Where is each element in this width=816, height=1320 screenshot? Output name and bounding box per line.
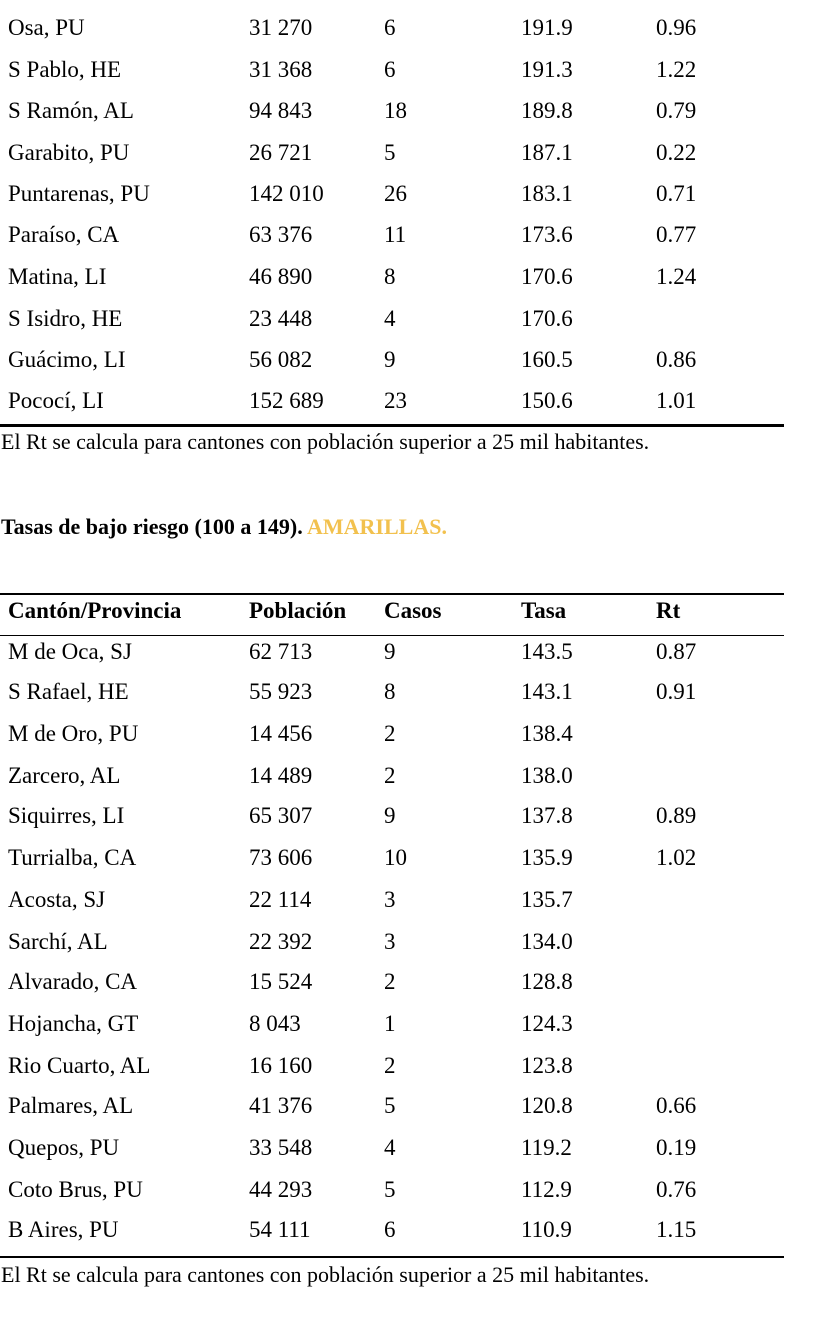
canton-cell: Osa, PU	[8, 15, 85, 40]
rt-cell: 0.91	[656, 679, 697, 704]
poblacion-cell: 14 456	[249, 721, 313, 746]
canton-cell: Sarchí, AL	[8, 929, 108, 954]
canton-cell: Acosta, SJ	[8, 887, 106, 912]
tasa-cell: 191.9	[521, 15, 573, 40]
table-row	[0, 1209, 784, 1251]
tasa-cell: 128.8	[521, 969, 573, 994]
poblacion-cell: 26 721	[249, 140, 313, 165]
casos-cell: 23	[384, 388, 407, 413]
casos-cell: 3	[384, 929, 396, 954]
casos-cell: 9	[384, 639, 396, 664]
tasa-cell: 143.5	[521, 639, 573, 664]
casos-cell: 2	[384, 1053, 396, 1078]
poblacion-cell: 16 160	[249, 1053, 313, 1078]
column-header-poblacion: Población	[249, 598, 347, 623]
table-row	[0, 1045, 784, 1087]
table-row	[0, 713, 784, 755]
casos-cell: 8	[384, 264, 396, 289]
casos-cell: 4	[384, 306, 396, 331]
canton-cell: Rio Cuarto, AL	[8, 1053, 151, 1078]
canton-cell: S Ramón, AL	[8, 98, 134, 123]
poblacion-cell: 55 923	[249, 679, 313, 704]
table-footnote: El Rt se calcula para cantones con población superior a 25 mil habitantes.	[1, 429, 650, 454]
casos-cell: 6	[384, 1217, 396, 1242]
table-row	[0, 879, 784, 921]
casos-cell: 2	[384, 763, 396, 788]
poblacion-cell: 22 114	[249, 887, 312, 912]
poblacion-cell: 15 524	[249, 969, 313, 994]
table-row	[0, 214, 784, 256]
table-footnote: El Rt se calcula para cantones con población superior a 25 mil habitantes.	[1, 1262, 650, 1287]
poblacion-cell: 31 368	[249, 57, 313, 82]
canton-cell: M de Oro, PU	[8, 721, 139, 746]
section-color-tag: AMARILLAS.	[307, 514, 447, 539]
casos-cell: 5	[384, 1177, 396, 1202]
canton-cell: Matina, LI	[8, 264, 107, 289]
poblacion-cell: 33 548	[249, 1135, 313, 1160]
canton-cell: Guácimo, LI	[8, 347, 126, 372]
tasa-cell: 138.4	[521, 721, 573, 746]
rt-cell: 1.15	[656, 1217, 697, 1242]
canton-cell: M de Oca, SJ	[8, 639, 132, 664]
section-heading	[1, 512, 447, 542]
poblacion-cell: 31 270	[249, 15, 313, 40]
column-header-tasa: Tasa	[521, 598, 567, 623]
table-row	[0, 961, 784, 1003]
table-row	[0, 1003, 784, 1045]
poblacion-cell: 63 376	[249, 222, 313, 247]
table-row	[0, 795, 784, 837]
tasa-cell: 123.8	[521, 1053, 573, 1078]
casos-cell: 4	[384, 1135, 396, 1160]
rt-cell: 1.02	[656, 845, 697, 870]
table-bottom-rule	[0, 1256, 784, 1258]
canton-cell: Quepos, PU	[8, 1135, 120, 1160]
tasa-cell: 138.0	[521, 763, 573, 788]
rt-cell: 0.79	[656, 98, 697, 123]
poblacion-cell: 94 843	[249, 98, 313, 123]
canton-cell: Pococí, LI	[8, 388, 104, 413]
canton-cell: Hojancha, GT	[8, 1011, 139, 1036]
poblacion-cell: 56 082	[249, 347, 313, 372]
rt-cell: 1.01	[656, 388, 697, 413]
poblacion-cell: 73 606	[249, 845, 313, 870]
canton-cell: Palmares, AL	[8, 1093, 134, 1118]
poblacion-cell: 142 010	[249, 181, 324, 206]
table-row	[0, 339, 784, 381]
tasa-cell: 183.1	[521, 181, 573, 206]
table-bottom-rule	[0, 424, 784, 427]
table-row	[0, 755, 784, 797]
table-row	[0, 837, 784, 879]
canton-cell: Siquirres, LI	[8, 803, 125, 828]
casos-cell: 9	[384, 347, 396, 372]
tasa-cell: 120.8	[521, 1093, 573, 1118]
table-row	[0, 1169, 784, 1211]
rt-cell: 0.71	[656, 181, 697, 206]
rt-cell: 0.87	[656, 639, 697, 664]
tasa-cell: 187.1	[521, 140, 573, 165]
tasa-cell: 160.5	[521, 347, 573, 372]
casos-cell: 6	[384, 15, 396, 40]
casos-cell: 10	[384, 845, 407, 870]
tasa-cell: 110.9	[521, 1217, 572, 1242]
canton-cell: Alvarado, CA	[8, 969, 138, 994]
poblacion-cell: 23 448	[249, 306, 313, 331]
casos-cell: 18	[384, 98, 407, 123]
tasa-cell: 173.6	[521, 222, 573, 247]
casos-cell: 6	[384, 57, 396, 82]
table-header-row	[0, 590, 784, 632]
casos-cell: 2	[384, 969, 396, 994]
tasa-cell: 134.0	[521, 929, 573, 954]
tasa-cell: 137.8	[521, 803, 573, 828]
canton-cell: Puntarenas, PU	[8, 181, 150, 206]
table-row	[0, 90, 784, 132]
canton-cell: S Rafael, HE	[8, 679, 129, 704]
casos-cell: 2	[384, 721, 396, 746]
rt-cell: 0.86	[656, 347, 697, 372]
tasa-cell: 135.7	[521, 887, 573, 912]
table-row	[0, 173, 784, 215]
table-row	[0, 49, 784, 91]
poblacion-cell: 152 689	[249, 388, 324, 413]
tasa-cell: 143.1	[521, 679, 573, 704]
column-header-casos: Casos	[384, 598, 442, 623]
rt-cell: 0.19	[656, 1135, 697, 1160]
tasa-cell: 191.3	[521, 57, 573, 82]
poblacion-cell: 8 043	[249, 1011, 301, 1036]
table-row	[0, 1085, 784, 1127]
poblacion-cell: 41 376	[249, 1093, 313, 1118]
table-row	[0, 921, 784, 963]
poblacion-cell: 22 392	[249, 929, 313, 954]
poblacion-cell: 46 890	[249, 264, 313, 289]
canton-cell: S Pablo, HE	[8, 57, 122, 82]
rt-cell: 1.22	[656, 57, 697, 82]
canton-cell: S Isidro, HE	[8, 306, 123, 331]
rt-cell: 0.96	[656, 15, 697, 40]
section-title: Tasas de bajo riesgo (100 a 149).	[1, 514, 303, 539]
casos-cell: 1	[384, 1011, 396, 1036]
canton-cell: Paraíso, CA	[8, 222, 120, 247]
tasa-cell: 112.9	[521, 1177, 572, 1202]
canton-cell: Coto Brus, PU	[8, 1177, 143, 1202]
table-row	[0, 1127, 784, 1169]
column-header-rt: Rt	[656, 598, 681, 623]
tasa-cell: 150.6	[521, 388, 573, 413]
rt-cell: 0.66	[656, 1093, 697, 1118]
poblacion-cell: 62 713	[249, 639, 313, 664]
casos-cell: 9	[384, 803, 396, 828]
canton-cell: Turrialba, CA	[8, 845, 137, 870]
table-row	[0, 256, 784, 298]
column-header-canton: Cantón/Provincia	[8, 598, 182, 623]
canton-cell: B Aires, PU	[8, 1217, 119, 1242]
table-row	[0, 7, 784, 49]
tasa-cell: 119.2	[521, 1135, 572, 1160]
casos-cell: 3	[384, 887, 396, 912]
casos-cell: 11	[384, 222, 407, 247]
rt-cell: 0.76	[656, 1177, 697, 1202]
tasa-cell: 135.9	[521, 845, 573, 870]
poblacion-cell: 54 111	[249, 1217, 311, 1242]
table-row	[0, 380, 784, 422]
rt-cell: 0.22	[656, 140, 697, 165]
table-row	[0, 631, 784, 673]
canton-cell: Zarcero, AL	[8, 763, 121, 788]
table-row	[0, 298, 784, 340]
casos-cell: 5	[384, 1093, 396, 1118]
tasa-cell: 170.6	[521, 264, 573, 289]
tasa-cell: 124.3	[521, 1011, 573, 1036]
poblacion-cell: 44 293	[249, 1177, 313, 1202]
casos-cell: 5	[384, 140, 396, 165]
rt-cell: 0.89	[656, 803, 697, 828]
rt-cell: 1.24	[656, 264, 697, 289]
canton-cell: Garabito, PU	[8, 140, 130, 165]
casos-cell: 26	[384, 181, 407, 206]
tasa-cell: 189.8	[521, 98, 573, 123]
casos-cell: 8	[384, 679, 396, 704]
rt-cell: 0.77	[656, 222, 697, 247]
table-row	[0, 671, 784, 713]
tasa-cell: 170.6	[521, 306, 573, 331]
poblacion-cell: 14 489	[249, 763, 313, 788]
table-row	[0, 132, 784, 174]
poblacion-cell: 65 307	[249, 803, 313, 828]
